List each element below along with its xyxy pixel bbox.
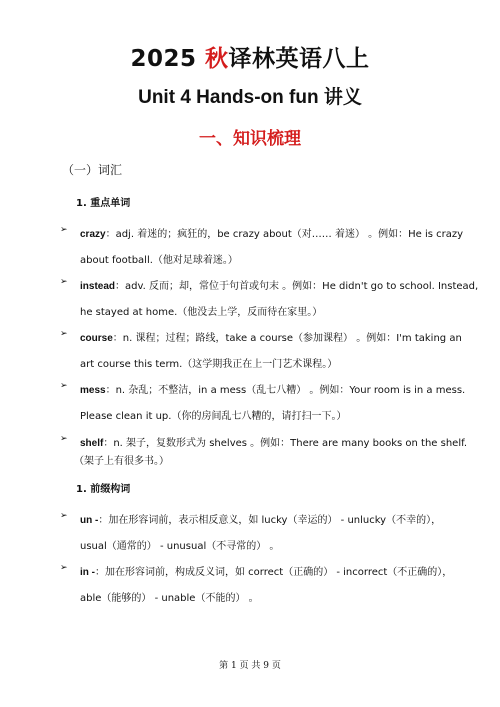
vocab-definition: ：n. 架子，复数形式为 shelves 。例如：There are many books on the shelf. bbox=[103, 438, 468, 449]
arrow-bullet-icon: ➢ bbox=[60, 511, 68, 521]
vocab-word: mess bbox=[80, 385, 106, 396]
prefix-word: un - bbox=[80, 515, 99, 526]
arrow-bullet-icon: ➢ bbox=[60, 329, 68, 339]
vocab-definition: ：n. 课程；过程；路线，take a course（参加课程） 。例如：I'm taking an bbox=[112, 333, 462, 344]
arrow-bullet-icon: ➢ bbox=[60, 434, 68, 444]
prefix-definition-cont: able（能够的） - unable（不能的） 。 bbox=[80, 593, 259, 604]
title-year: 2025 bbox=[130, 46, 197, 72]
vocab-word: course bbox=[80, 333, 113, 344]
vocab-definition-cont: art course this term.（这学期我正在上一门艺术课程。） bbox=[80, 359, 338, 370]
prefix-definition: ：加在形容词前，表示相反意义，如 lucky（幸运的） - unlucky（不幸的）， bbox=[98, 515, 442, 526]
section-heading: 一、知识梳理 bbox=[199, 129, 301, 149]
vocab-definition: ：adv. 反而；却，常位于句首或句末 。例如：He didn't go to school. Instead, bbox=[115, 281, 479, 292]
vocab-word: instead bbox=[80, 281, 116, 292]
title-rest: 译林英语八上 bbox=[228, 46, 370, 72]
title-autumn: 秋 bbox=[205, 46, 229, 72]
arrow-bullet-icon: ➢ bbox=[60, 277, 68, 287]
prefix-definition: ：加在形容词前，构成反义词，如 correct（正确的） - incorrect（不正确的）， bbox=[95, 567, 453, 578]
vocab-word: crazy bbox=[80, 229, 106, 240]
vocab-word: shelf bbox=[80, 438, 104, 449]
arrow-bullet-icon: ➢ bbox=[60, 381, 68, 391]
document-title bbox=[0, 40, 500, 73]
arrow-bullet-icon: ➢ bbox=[60, 225, 68, 235]
key-words-heading: 1. 重点单词 bbox=[76, 198, 131, 209]
prefix-heading: 1. 前缀构词 bbox=[76, 484, 131, 495]
arrow-bullet-icon: ➢ bbox=[60, 563, 68, 573]
vocab-definition: ：n. 杂乱；不整洁，in a mess（乱七八糟） 。例如：Your room is in a mess. bbox=[105, 385, 466, 396]
vocab-definition-cont: （架子上有很多书。） bbox=[74, 456, 169, 467]
vocab-definition-cont: he stayed at home.（他没去上学，反而待在家里。） bbox=[80, 307, 323, 318]
page-number: 第 1 页 共 9 页 bbox=[219, 661, 281, 671]
prefix-word: in - bbox=[80, 567, 95, 578]
vocab-definition-cont: Please clean it up.（你的房间乱七八糟的，请打扫一下。） bbox=[80, 411, 347, 422]
vocab-definition-cont: about football.（他对足球着迷。） bbox=[80, 255, 238, 266]
document-subtitle: Unit 4 Hands-on fun 讲义 bbox=[138, 87, 362, 108]
vocab-definition: ：adj. 着迷的；疯狂的，be crazy about（对…… 着迷） 。例如：He is crazy bbox=[105, 229, 464, 240]
vocab-heading: （一）词汇 bbox=[62, 163, 123, 177]
prefix-definition-cont: usual（通常的） - unusual（不寻常的） 。 bbox=[80, 541, 280, 552]
